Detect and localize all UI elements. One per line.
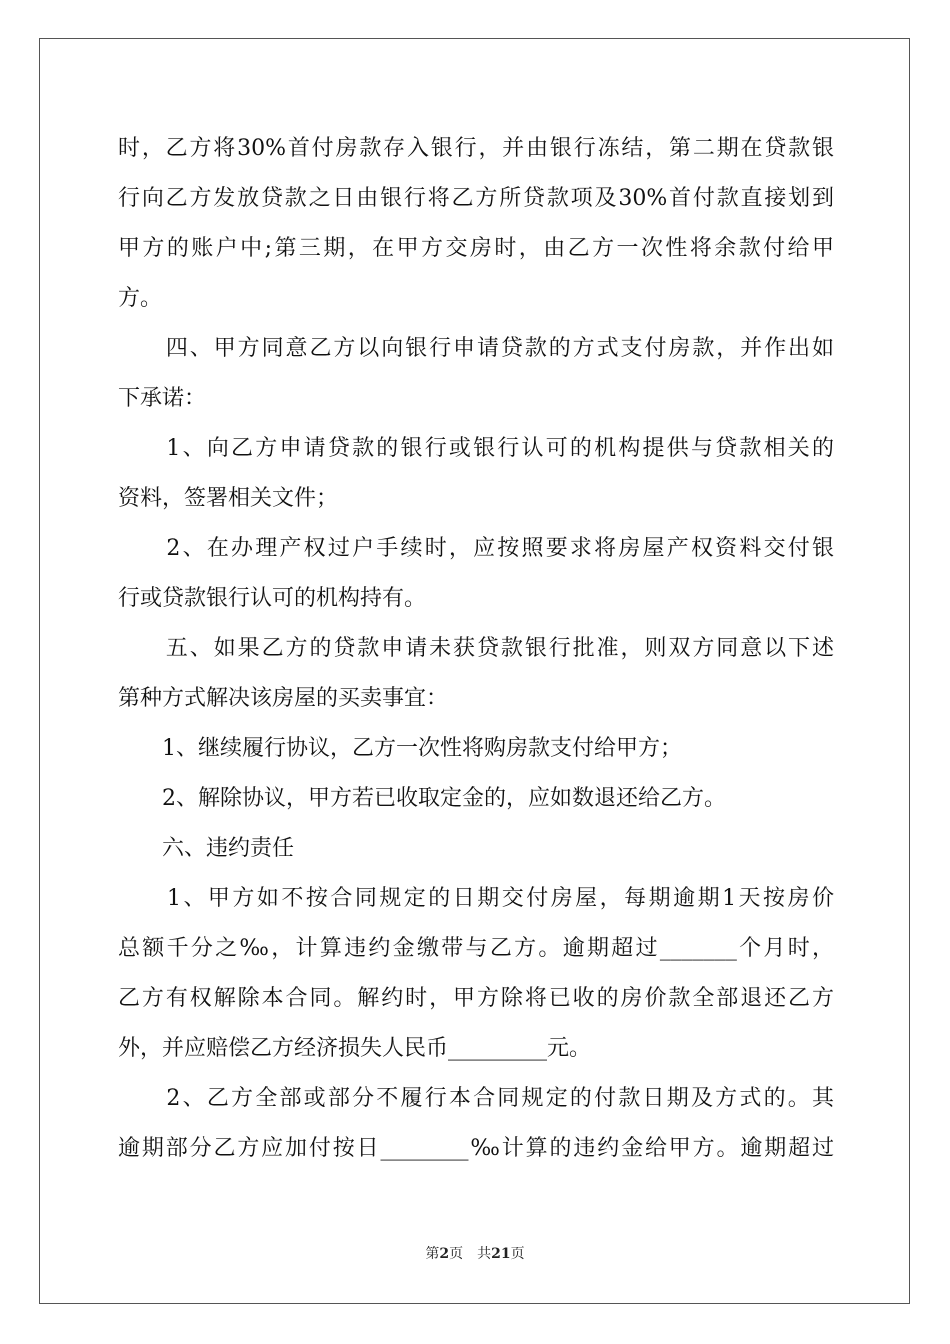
text-line: 四、甲方同意乙方以向银行申请贷款的方式支付房款，并作出如	[118, 336, 834, 361]
text-line: 逾期部分乙方应加付按日________‰计算的违约金给甲方。逾期超过	[118, 1136, 834, 1161]
text-line: 六、违约责任	[118, 836, 295, 861]
text-line: 2、乙方全部或部分不履行本合同规定的付款日期及方式的。其	[118, 1086, 834, 1111]
text-line: 五、如果乙方的贷款申请未获贷款银行批准，则双方同意以下述	[118, 636, 834, 661]
text-line: 1、甲方如不按合同规定的日期交付房屋，每期逾期1天按房价	[118, 886, 834, 911]
text-line: 乙方有权解除本合同。解约时，甲方除将已收的房价款全部退还乙方	[118, 986, 834, 1011]
text-line: 行或贷款银行认可的机构持有。	[118, 586, 427, 611]
text-line: 下承诺：	[118, 386, 207, 411]
page-total: 21	[491, 1246, 511, 1262]
total-unit: 页	[510, 1246, 525, 1262]
text-line: 2、在办理产权过户手续时，应按照要求将房屋产权资料交付银	[118, 536, 834, 561]
text-line: 行向乙方发放贷款之日由银行将乙方所贷款项及30%首付款直接划到	[118, 186, 834, 211]
text-line: 总额千分之‰，计算违约金缴带与乙方。逾期超过_______个月时，	[118, 936, 834, 961]
text-line: 方。	[118, 286, 163, 311]
text-line: 2、解除协议，甲方若已收取定金的，应如数退还给乙方。	[118, 786, 726, 811]
text-line: 甲方的账户中;第三期，在甲方交房时，由乙方一次性将余款付给甲	[118, 236, 834, 261]
text-line: 1、向乙方申请贷款的银行或银行认可的机构提供与贷款相关的	[118, 436, 834, 461]
document-body	[118, 124, 834, 1174]
text-line: 资料，签署相关文件；	[118, 486, 339, 511]
page-unit: 页	[449, 1246, 464, 1262]
page-footer	[0, 1244, 950, 1264]
page-current: 2	[439, 1246, 450, 1262]
text-line: 时，乙方将30%首付房款存入银行，并由银行冻结，第二期在贷款银	[118, 136, 834, 161]
text-line: 第种方式解决该房屋的买卖事宜：	[118, 686, 449, 711]
total-prefix: 共	[477, 1246, 492, 1262]
page-prefix: 第	[425, 1246, 440, 1262]
text-line: 1、继续履行协议，乙方一次性将购房款支付给甲方；	[118, 736, 682, 761]
text-line: 外，并应赔偿乙方经济损失人民币_________元。	[118, 1036, 592, 1061]
